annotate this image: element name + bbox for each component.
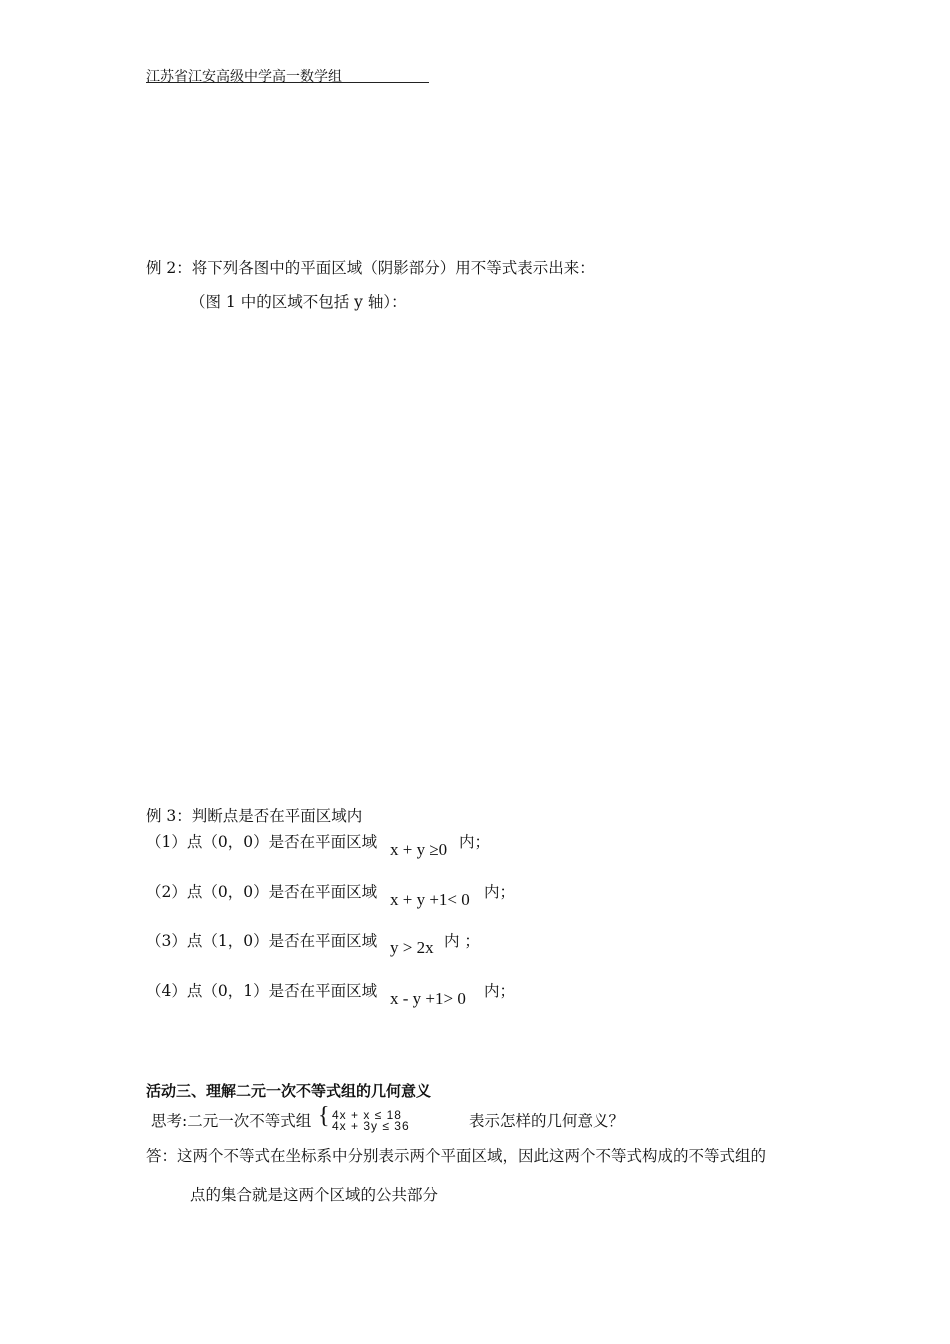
activity3-answer-line-2: 点的集合就是这两个区域的公共部分	[190, 1186, 439, 1204]
activity3-think-prefix: 思考:二元一次不等式组	[151, 1112, 312, 1130]
example3-item-1-expr: x + y ≥0	[390, 840, 448, 859]
example3-item-4-expr: x - y +1> 0	[390, 989, 466, 1008]
system-left-brace: {	[318, 1103, 330, 1129]
system-row-1: 4x + x ≤ 18	[332, 1108, 402, 1122]
example3-item-4-text: （4）点（0，1）是否在平面区域	[146, 982, 378, 1000]
example3-item-2-expr: x + y +1< 0	[390, 890, 470, 909]
example3-item-2-suffix: 内；	[484, 883, 516, 901]
example3-item-4-suffix: 内；	[484, 982, 516, 1000]
example2-note: （图 1 中的区域不包括 y 轴）：	[190, 293, 407, 311]
system-row-2: 4x + 3y ≤ 36	[332, 1119, 410, 1133]
example3-item-1-suffix: 内；	[459, 833, 491, 851]
activity3-answer-line-1: 答：这两个不等式在坐标系中分别表示两个平面区域，因此这两个不等式构成的不等式组的	[146, 1147, 767, 1165]
example3-title: 例 3：判断点是否在平面区域内	[146, 807, 363, 825]
activity3-think-suffix: 表示怎样的几何意义？	[469, 1112, 625, 1130]
header-underline	[146, 82, 429, 83]
page-header: 江苏省江安高级中学高一数学组	[146, 69, 342, 85]
example3-item-3-suffix: 内 ；	[444, 932, 480, 950]
activity3-title: 活动三、理解二元一次不等式组的几何意义	[146, 1082, 432, 1100]
example2-title: 例 2：将下列各图中的平面区域（阴影部分）用不等式表示出来：	[146, 259, 595, 277]
example3-item-3-expr: y > 2x	[390, 938, 434, 957]
example3-item-1-text: （1）点（0，0）是否在平面区域	[146, 833, 378, 851]
example3-item-3-text: （3）点（1，0）是否在平面区域	[146, 932, 378, 950]
example3-item-2-text: （2）点（0，0）是否在平面区域	[146, 883, 378, 901]
